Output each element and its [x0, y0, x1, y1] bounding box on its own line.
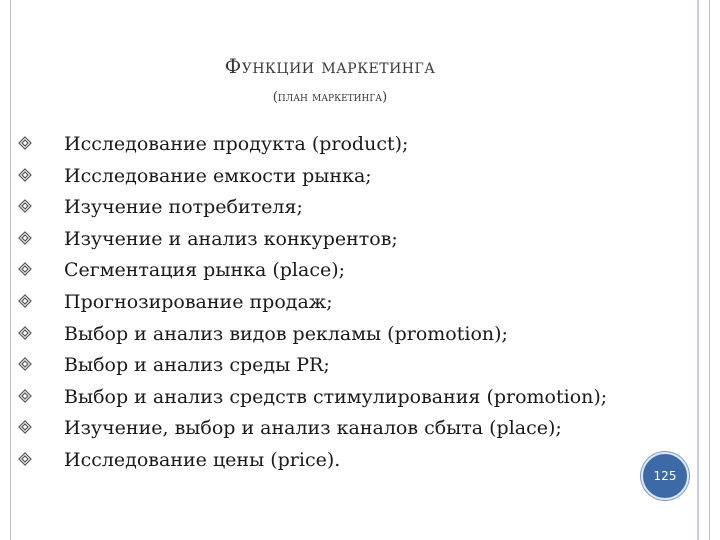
diamond-bullet-icon — [18, 136, 32, 150]
list-item-text: Выбор и анализ видов рекламы (promotion); — [64, 322, 508, 345]
list-item — [18, 256, 618, 284]
list-item — [18, 130, 618, 158]
list-item — [18, 320, 618, 348]
page-number: 125 — [653, 469, 677, 483]
diamond-bullet-icon — [18, 199, 32, 213]
list-item-text: Сегментация рынка (place); — [64, 259, 346, 282]
list-item-text: Исследование цены (price). — [64, 448, 341, 471]
diamond-bullet-icon — [18, 420, 32, 434]
page-number-badge — [641, 452, 689, 500]
list-item-text: Выбор и анализ среды PR; — [64, 354, 330, 377]
diamond-bullet-icon — [18, 168, 32, 182]
bullet-list — [18, 130, 618, 478]
list-item-text: Исследование емкости рынка; — [64, 164, 372, 187]
list-item — [18, 351, 618, 379]
diamond-bullet-icon — [18, 357, 32, 371]
list-item-text: Выбор и анализ средств стимулирования (promotion); — [64, 385, 608, 408]
diamond-bullet-icon — [18, 231, 32, 245]
list-item-text: Изучение, выбор и анализ каналов сбыта (place); — [64, 417, 562, 440]
list-item — [18, 383, 618, 411]
slide-frame-accent — [697, 0, 699, 540]
slide-subtitle: (план маркетинга) — [272, 90, 388, 105]
list-item — [18, 288, 618, 316]
list-item-text: Изучение потребителя; — [64, 196, 303, 219]
list-item — [18, 446, 618, 474]
list-item — [18, 162, 618, 190]
diamond-bullet-icon — [18, 294, 32, 308]
list-item-text: Изучение и анализ конкурентов; — [64, 227, 398, 250]
list-item — [18, 414, 618, 442]
list-item-text: Прогнозирование продаж; — [64, 290, 333, 313]
list-item-text: Исследование продукта (product); — [64, 133, 409, 155]
diamond-bullet-icon — [18, 262, 32, 276]
slide-title: Функции маркетинга — [224, 54, 436, 78]
diamond-bullet-icon — [18, 389, 32, 403]
list-item — [18, 225, 618, 253]
list-item — [18, 193, 618, 221]
diamond-bullet-icon — [18, 326, 32, 340]
diamond-bullet-icon — [18, 452, 32, 466]
